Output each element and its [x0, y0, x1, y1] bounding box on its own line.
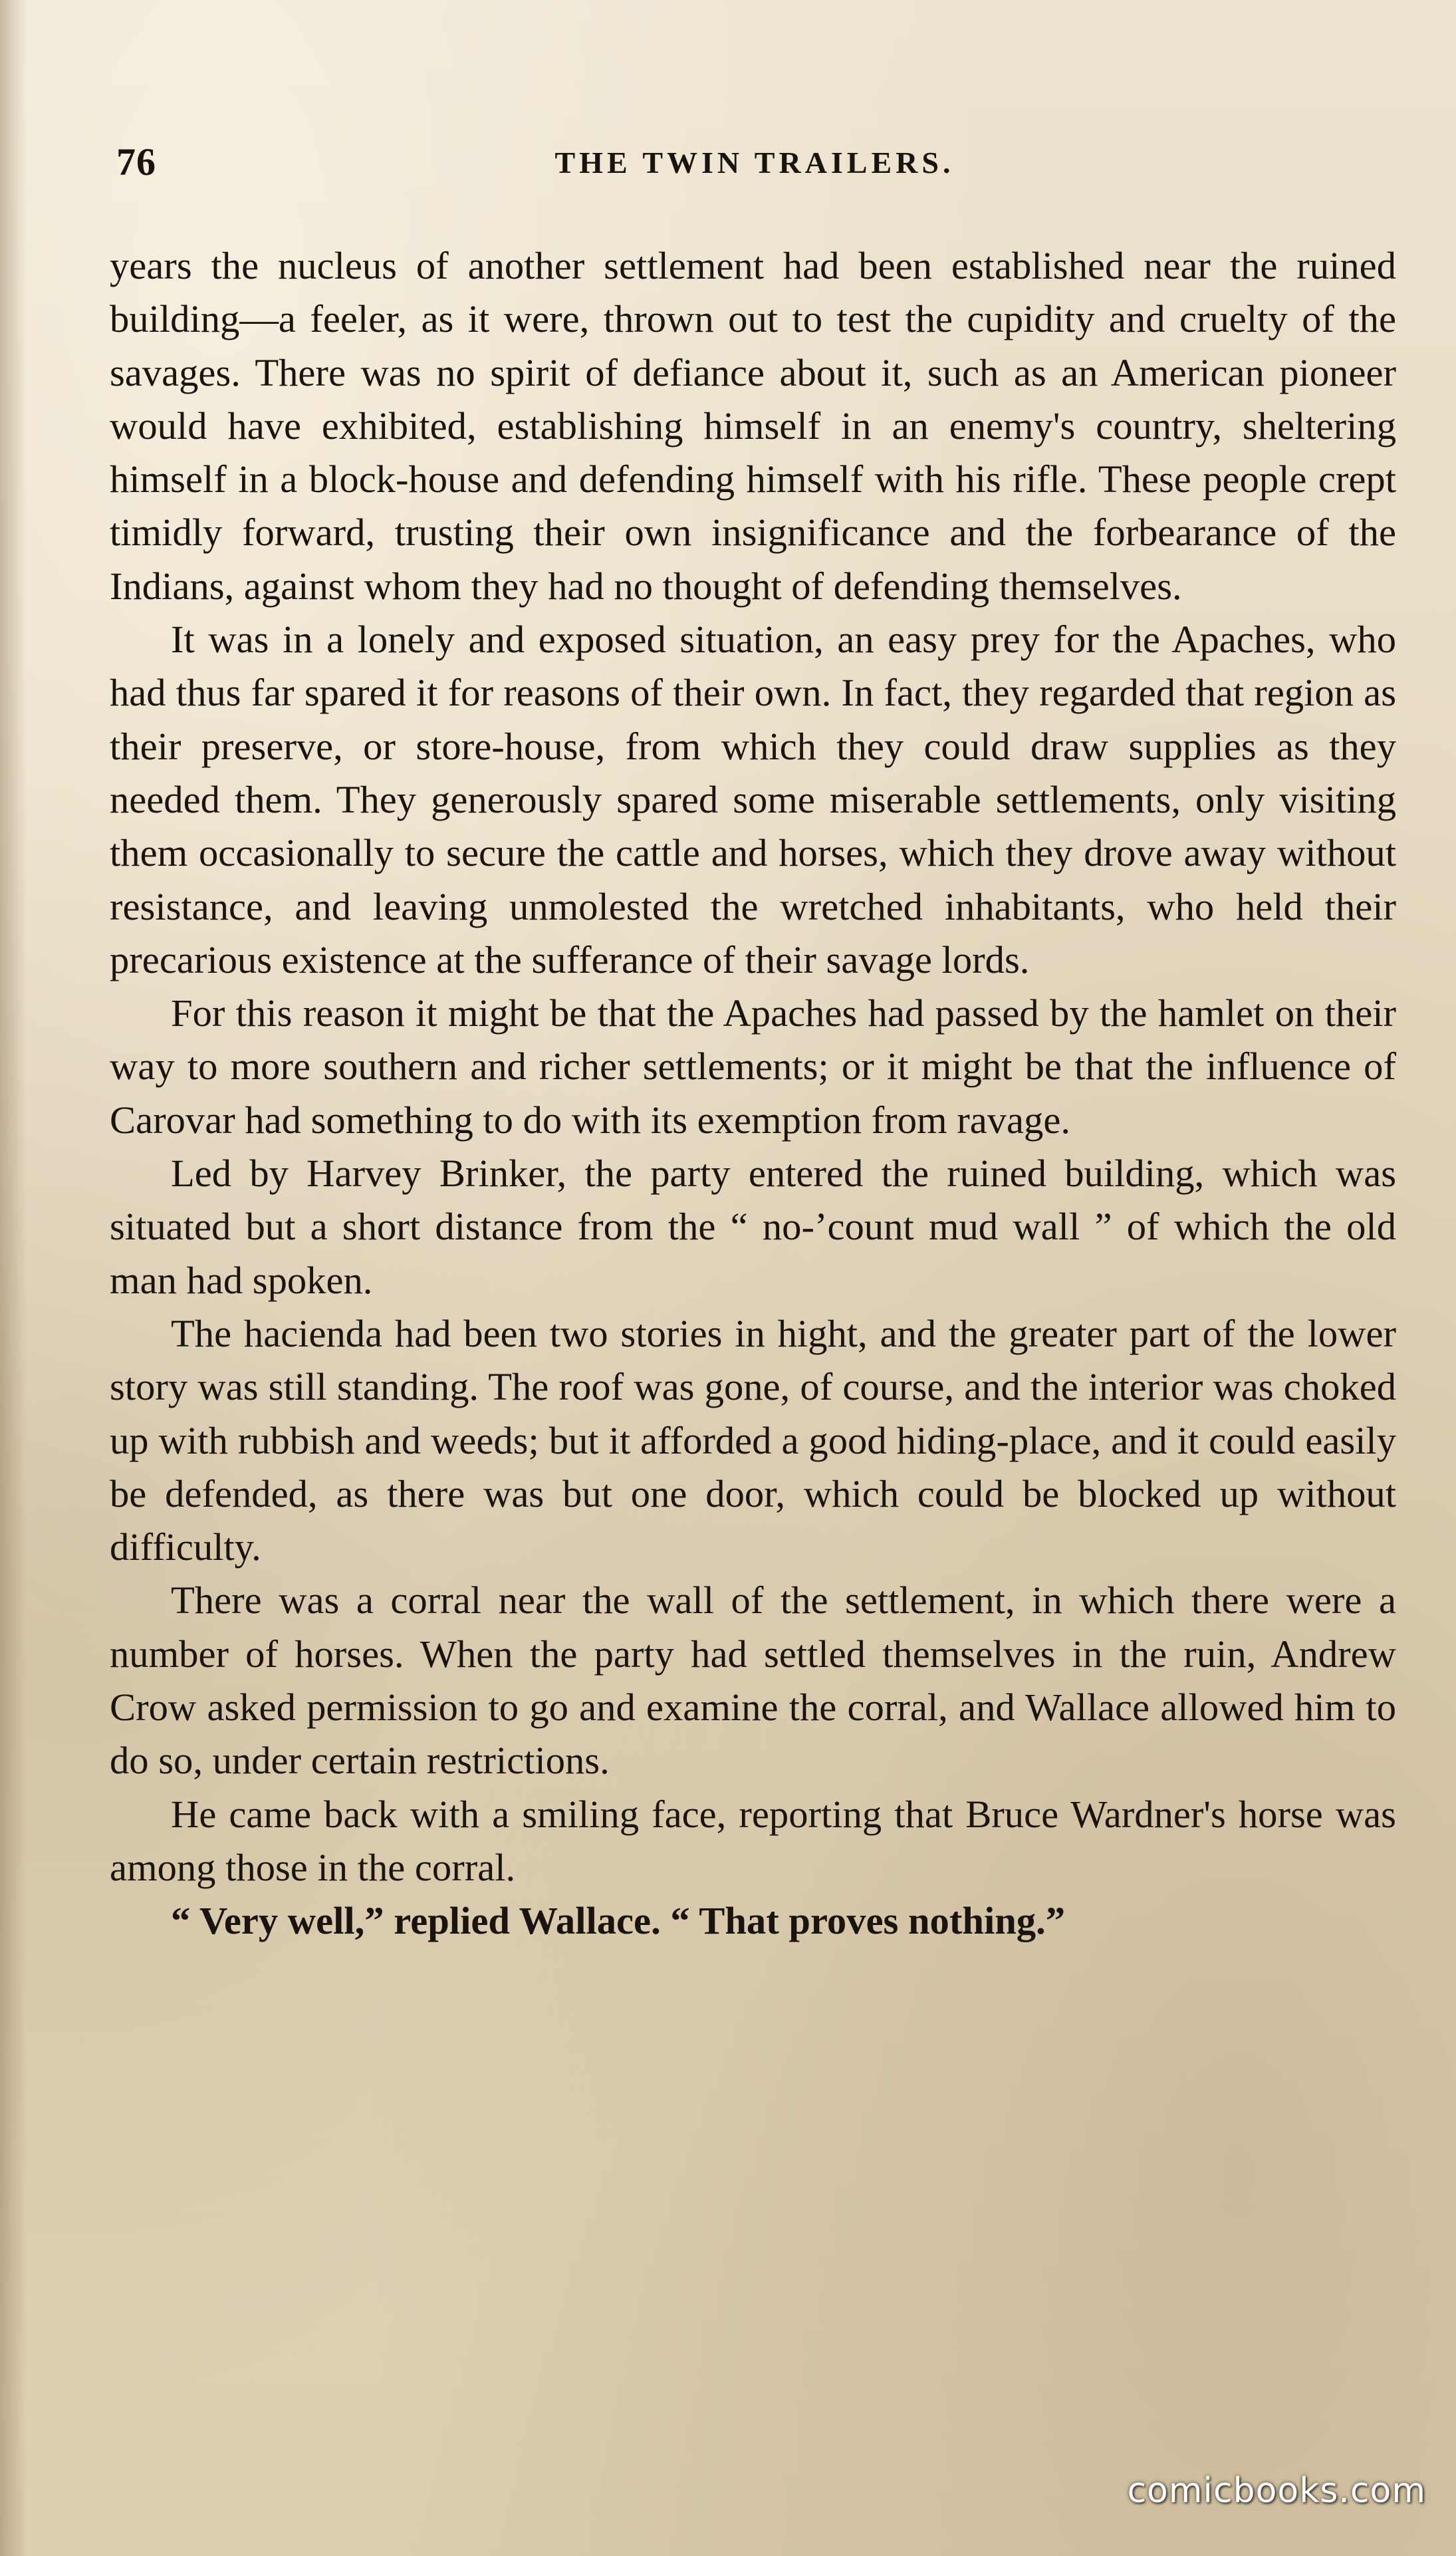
page-gutter-shadow — [0, 0, 27, 2556]
site-watermark: comicbooks.com — [1127, 2471, 1426, 2511]
body-text — [110, 239, 1396, 1948]
paragraph-2: It was in a lonely and exposed situation, an easy prey for the Apaches, who had thus far spared it for reasons of their own. In fact, they regarded that region as their preserve, or store-house, from which they could draw supplies as they needed them. They generously spared some miserable settlements, only visiting them occasionally to secure the cattle and horses, which they drove away without resistance, and leaving unmolested the wretched inhabitants, who held their precarious existence at the sufferance of their savage lords. — [110, 618, 1396, 981]
paragraph-7: He came back with a smiling face, reporting that Bruce Wardner's horse was among those in the corral. — [110, 1792, 1396, 1889]
paragraph-6: There was a corral near the wall of the settlement, in which there were a number of horses. When the party had settled themselves in the ruin, Andrew Crow asked permission to go and examine the corral, and Wallace allowed him to do so, under certain restrictions. — [110, 1579, 1396, 1783]
paragraph-3: For this reason it might be that the Apaches had passed by the hamlet on their way to more southern and richer settlements; or it might be that the influence of Carovar had something to do with its exemption from ravage. — [110, 991, 1396, 1142]
page-header — [116, 140, 1393, 186]
page-number: 76 — [116, 140, 156, 184]
paragraph-8: “ Very well,” replied Wallace. “ That proves nothing.” — [171, 1899, 1066, 1943]
paragraph-1: years the nucleus of another settlement had been established near the ruined building—a feeler, as it were, thrown out to test the cupidity and cruelty of the savages. There was no spirit of defiance about it, such as an American pioneer would have exhibited, establishing himself in an enemy's country, sheltering himself in a block-house and defending himself with his rifle. These people crept timidly forward, trusting their own insignificance and the forbearance of the Indians, against whom they had no thought of defending themselves. — [110, 244, 1396, 608]
paragraph-4: Led by Harvey Brinker, the party entered the ruined building, which was situated but a short distance from the “ no-’count mud wall ” of which the old man had spoken. — [110, 1152, 1396, 1302]
paragraph-5: The hacienda had been two stories in hight, and the greater part of the lower story was still standing. The roof was gone, of course, and the interior was choked up with rubbish and weeds; but it afforded a good hiding-place, and it could easily be defended, as there was but one door, which could be blocked up without difficulty. — [110, 1311, 1396, 1569]
running-head: THE TWIN TRAILERS. — [554, 146, 955, 180]
